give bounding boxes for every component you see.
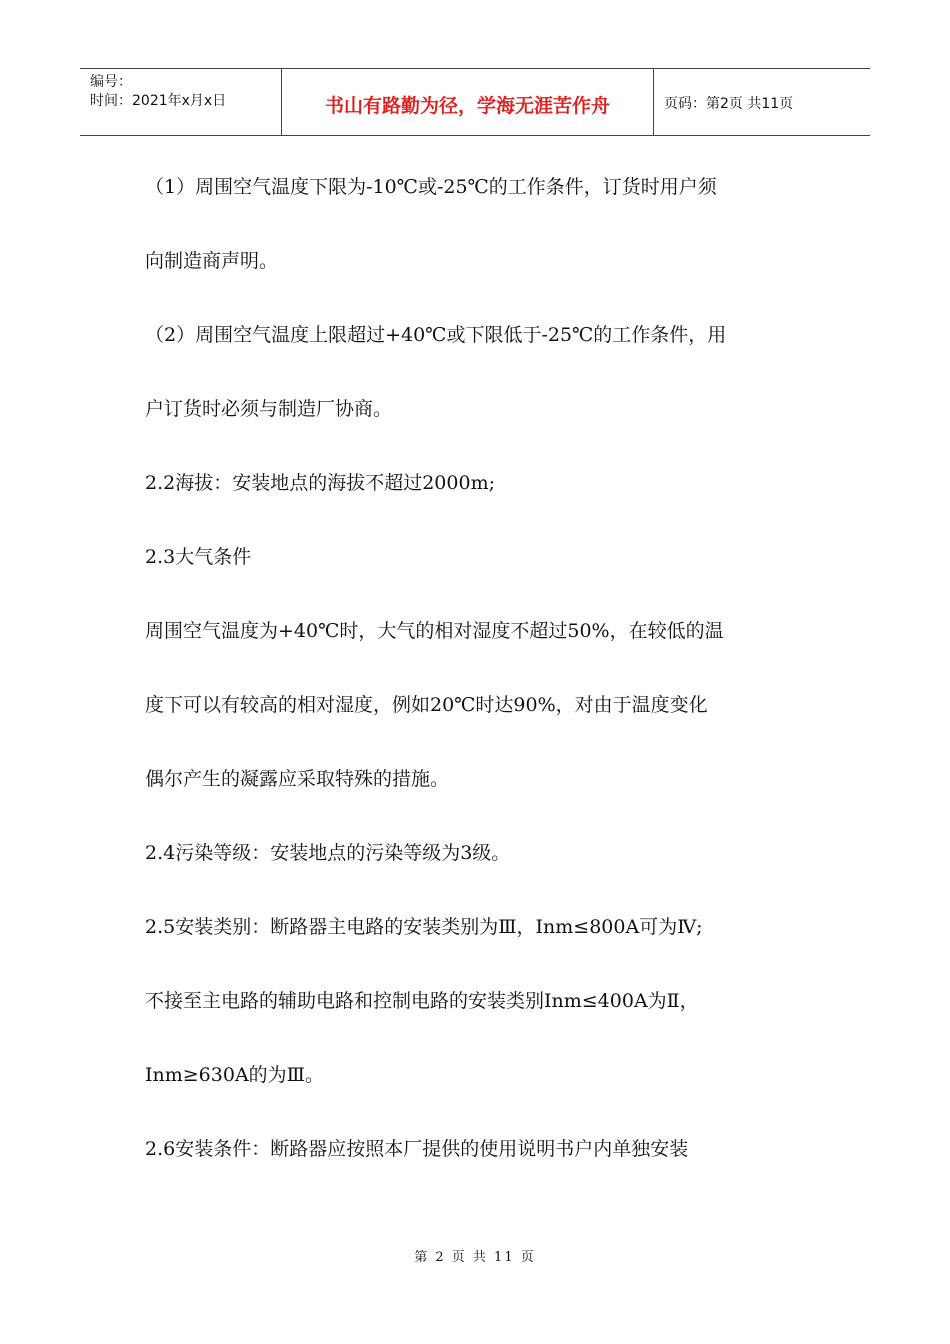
body-line: 2.2海拔：安装地点的海拔不超过2000m; [145, 472, 495, 494]
body-line: 2.3大气条件 [145, 546, 252, 568]
body-line: 户订货时必须与制造厂协商。 [145, 398, 393, 420]
document-date-label: 时间：2021年x月x日 [90, 93, 227, 109]
body-line: （2）周围空气温度上限超过+40℃或下限低于-25℃的工作条件，用 [145, 324, 727, 346]
body-line: 2.6安装条件：断路器应按照本厂提供的使用说明书户内单独安装 [145, 1138, 689, 1160]
header-page-cell [654, 69, 870, 135]
page-footer [0, 1246, 950, 1265]
document-body [145, 150, 815, 1186]
header-motto: 书山有路勤为径，学海无涯苦作舟 [324, 94, 610, 117]
document-header [80, 68, 870, 136]
body-line: 向制造商声明。 [145, 250, 279, 272]
body-line: Inm≥630A的为Ⅲ。 [145, 1064, 324, 1086]
body-line: （1）周围空气温度下限为-10℃或-25℃的工作条件，订货时用户须 [145, 176, 717, 198]
body-line: 周围空气温度为+40℃时，大气的相对湿度不超过50%，在较低的温 [145, 620, 724, 642]
body-line: 2.4污染等级：安装地点的污染等级为3级。 [145, 842, 511, 864]
body-line: 不接至主电路的辅助电路和控制电路的安装类别Inm≤400A为Ⅱ， [145, 990, 699, 1012]
footer-page-number: 第 2 页 共 11 页 [414, 1250, 536, 1265]
body-line: 2.5安装类别：断路器主电路的安装类别为Ⅲ，Inm≤800A可为Ⅳ; [145, 916, 703, 938]
document-number-label: 编号： [90, 74, 132, 90]
body-line: 度下可以有较高的相对湿度，例如20℃时达90%，对由于温度变化 [145, 694, 708, 716]
header-info-cell [80, 69, 282, 135]
header-motto-cell [282, 69, 654, 135]
header-page-label: 页码：第2页 共11页 [664, 96, 794, 112]
body-line: 偶尔产生的凝露应采取特殊的措施。 [145, 768, 450, 790]
